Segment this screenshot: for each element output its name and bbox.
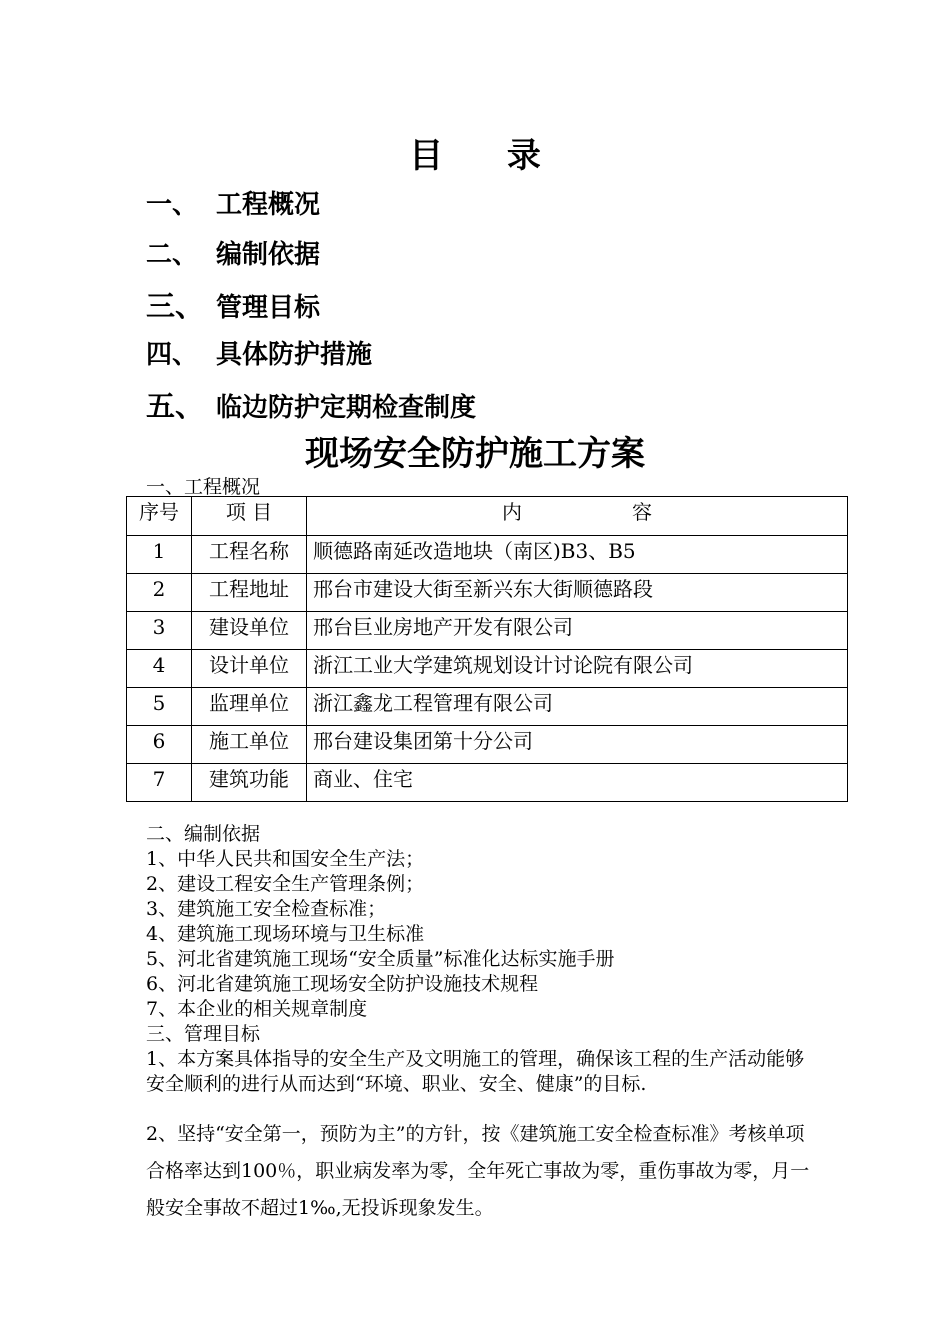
- cell-content: 浙江工业大学建筑规划设计讨论院有限公司: [307, 650, 848, 688]
- header-cell-content: [307, 497, 848, 536]
- cell-content: 邢台市建设大街至新兴东大街顺德路段: [307, 574, 848, 612]
- list-item: 5、河北省建筑施工现场“安全质量”标准化达标实施手册: [146, 948, 615, 970]
- toc-item-number: 一、: [146, 190, 199, 220]
- table-row: [127, 536, 848, 574]
- cell-item: 建设单位: [192, 612, 307, 650]
- toc-item-number: 三、: [146, 289, 205, 323]
- toc-item-2[interactable]: [146, 234, 320, 271]
- toc-item-label: 管理目标: [216, 293, 321, 323]
- cell-content: 邢台巨业房地产开发有限公司: [307, 612, 848, 650]
- document-title: 现场安全防护施工方案: [305, 434, 645, 474]
- toc-item-3[interactable]: [146, 284, 320, 325]
- cell-content: 邢台建设集团第十分公司: [307, 726, 848, 764]
- list-item: 1、中华人民共和国安全生产法；: [146, 848, 425, 870]
- cell-item: 施工单位: [192, 726, 307, 764]
- toc-item-number: 二、: [146, 240, 199, 270]
- list-item: 6、河北省建筑施工现场安全防护设施技术规程: [146, 973, 539, 995]
- toc-item-number: 四、: [146, 340, 199, 370]
- cell-content: 顺德路南延改造地块（南区)B3、B5: [307, 536, 848, 574]
- table-row: [127, 612, 848, 650]
- toc-item-5[interactable]: [146, 384, 476, 425]
- cell-index: 3: [127, 612, 192, 650]
- project-overview-table: [126, 496, 848, 802]
- table-row: [127, 574, 848, 612]
- list-item: 4、建筑施工现场环境与卫生标准: [146, 923, 425, 945]
- toc-item-4[interactable]: [146, 334, 372, 371]
- cell-item: 监理单位: [192, 688, 307, 726]
- cell-content: 浙江鑫龙工程管理有限公司: [307, 688, 848, 726]
- cell-item: 建筑功能: [192, 764, 307, 802]
- header-cell-index: 序号: [127, 497, 192, 536]
- toc-title: 目 录: [409, 136, 567, 176]
- table-row: [127, 726, 848, 764]
- table-row: [127, 764, 848, 802]
- cell-index: 6: [127, 726, 192, 764]
- table-header-row: [127, 497, 848, 536]
- table-row: [127, 688, 848, 726]
- cell-item: 工程名称: [192, 536, 307, 574]
- list-item: 2、建设工程安全生产管理条例；: [146, 873, 425, 895]
- cell-index: 7: [127, 764, 192, 802]
- toc-item-label: 编制依据: [216, 240, 321, 270]
- header-content-part-2: 容: [632, 500, 652, 524]
- toc-item-1[interactable]: [146, 184, 320, 221]
- cell-content: 商业、住宅: [307, 764, 848, 802]
- cell-index: 2: [127, 574, 192, 612]
- header-content-part-1: 内: [502, 500, 522, 524]
- toc-item-label: 具体防护措施: [216, 340, 373, 370]
- toc-item-label: 临边防护定期检查制度: [216, 393, 477, 423]
- cell-item: 工程地址: [192, 574, 307, 612]
- table-row: [127, 650, 848, 688]
- toc-item-label: 工程概况: [216, 190, 321, 220]
- goal-paragraph-2: 2、坚持“安全第一，预防为主”的方针，按《建筑施工安全检查标准》考核单项合格率达到100％，职业病发率为零，全年死亡事故为零，重伤事故为零，月一般安全事故不超过1‰,无投诉现象发生。: [146, 1123, 810, 1219]
- cell-index: 1: [127, 536, 192, 574]
- header-cell-item: 项 目: [192, 497, 307, 536]
- cell-item: 设计单位: [192, 650, 307, 688]
- goal-paragraph-1: 1、本方案具体指导的安全生产及文明施工的管理，确保该工程的生产活动能够安全顺利的进行从而达到“环境、职业、安全、健康”的目标.: [146, 1048, 805, 1095]
- list-item: 3、建筑施工安全检查标准；: [146, 898, 387, 920]
- cell-index: 5: [127, 688, 192, 726]
- section-heading-overview: 一、工程概况: [146, 476, 261, 498]
- list-item: 7、本企业的相关规章制度: [146, 998, 368, 1020]
- section-heading-goals: 三、管理目标: [146, 1023, 261, 1045]
- toc-item-number: 五、: [146, 389, 205, 423]
- section-basis: [146, 822, 816, 1097]
- section-heading-basis: 二、编制依据: [146, 823, 261, 845]
- cell-index: 4: [127, 650, 192, 688]
